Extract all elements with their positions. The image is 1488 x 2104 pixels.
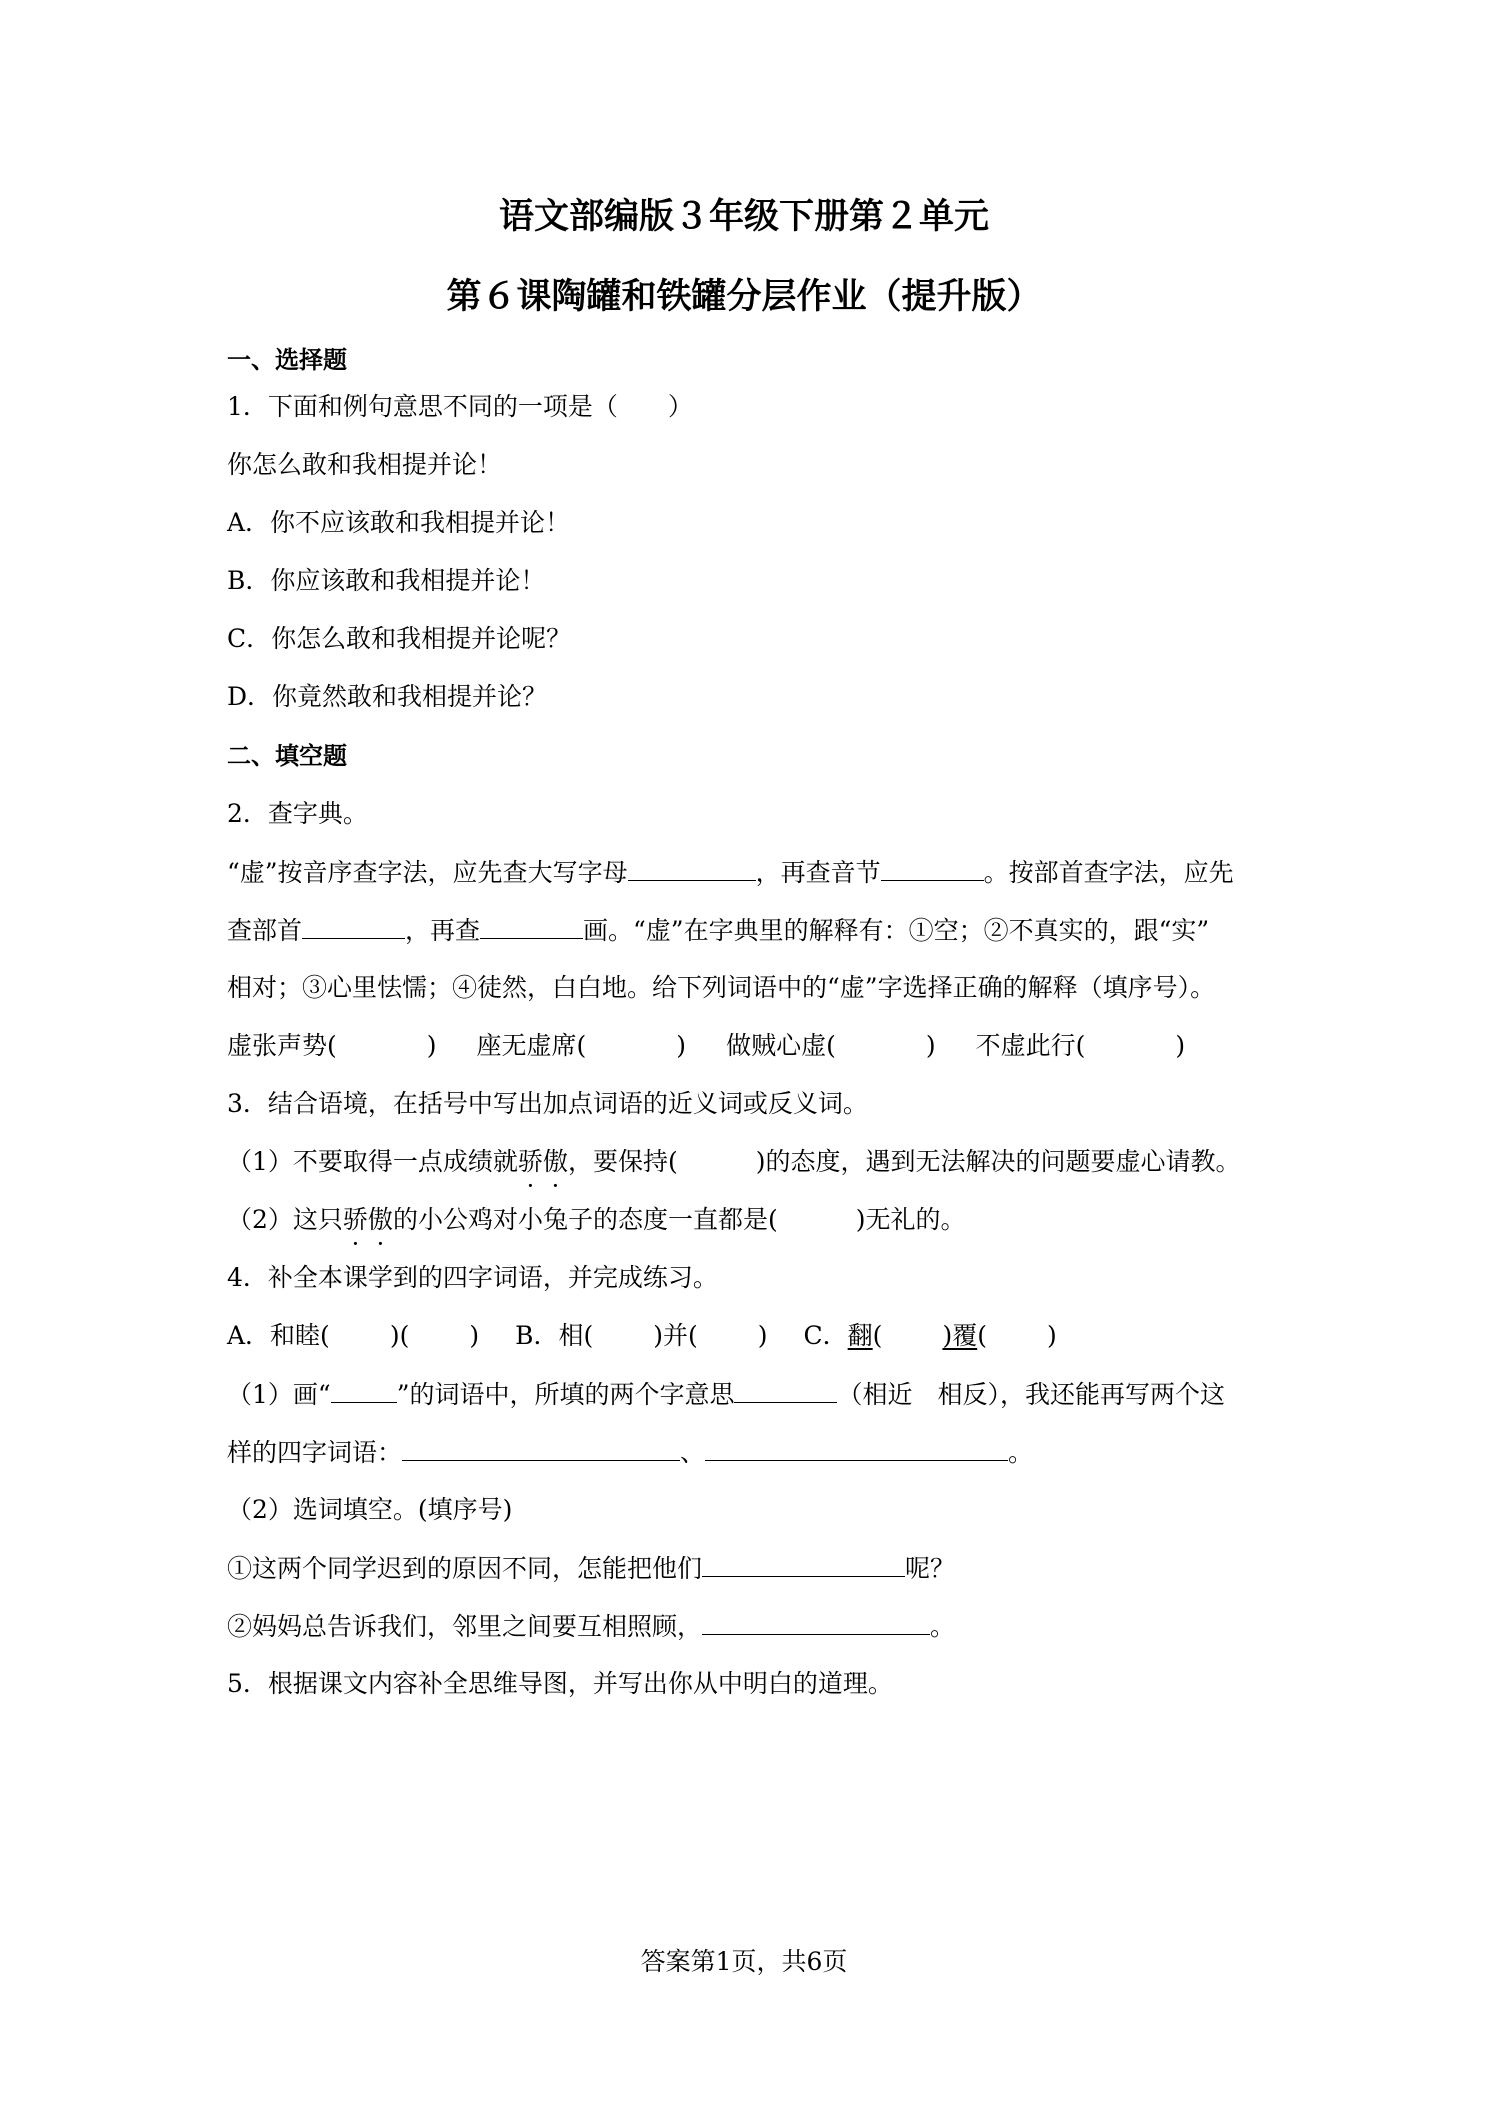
blank-capital-letter[interactable] xyxy=(628,855,756,881)
question-1-stem: 1．下面和例句意思不同的一项是（ ） xyxy=(227,392,693,421)
question-4-sub-1-line-1: （1）画“ ”的词语中，所填的两个字意思 （相近 相反），我还能再写两个这 xyxy=(227,1377,1225,1412)
section-heading-fill: 二、填空题 xyxy=(227,742,347,770)
emphasis-dot-char: 骄 xyxy=(517,1147,543,1176)
blank-fill-2[interactable] xyxy=(702,1609,930,1635)
document-title-line-2: 第６课陶罐和铁罐分层作业（提升版） xyxy=(446,277,1042,317)
page-footer: 答案第1页，共6页 xyxy=(640,1947,848,1976)
question-4-sub-2-item-1: ①这两个同学迟到的原因不同，怎能把他们 呢？ xyxy=(227,1551,955,1586)
question-1-example: 你怎么敢和我相提并论！ xyxy=(227,450,503,479)
word-2: 座无虚席( xyxy=(476,1031,587,1060)
question-1-option-a: A．你不应该敢和我相提并论！ xyxy=(227,508,571,537)
blank-idiom-2[interactable] xyxy=(705,1435,1008,1461)
question-2-stem: 2．查字典。 xyxy=(227,799,368,828)
question-1-option-d: D．你竟然敢和我相提并论？ xyxy=(227,682,548,711)
blank-idiom-1[interactable] xyxy=(402,1435,680,1461)
document-title-line-1: 语文部编版３年级下册第２单元 xyxy=(498,197,989,237)
underline-sample xyxy=(331,1377,397,1403)
question-2-paragraph-line-2: 查部首 ，再查 画。“虚”在字典里的解释有：①空；②不真实的，跟“实” xyxy=(227,913,1209,948)
question-3-sentence-2: （2）这只骄傲的小公鸡对小兔子的态度一直都是( )无礼的。 xyxy=(227,1205,966,1234)
question-2-paragraph-line-1: “虚”按音序查字法，应先查大写字母 ，再查音节 。按部首查字法，应先 xyxy=(227,855,1234,890)
word-3: 做贼心虚( xyxy=(726,1031,836,1060)
blank-radical[interactable] xyxy=(302,913,405,939)
blank-meaning[interactable] xyxy=(734,1377,837,1403)
question-4-options: A．和睦( )( ) B．相( )并( ) C．翻( )覆( ) xyxy=(227,1321,1057,1350)
question-4-sub-1-line-2: 样的四字词语： 、 。 xyxy=(227,1435,1033,1470)
question-1-option-b: B．你应该敢和我相提并论！ xyxy=(227,566,546,595)
question-1-option-c: C．你怎么敢和我相提并论呢？ xyxy=(227,624,572,653)
emphasis-dot-char: 傲 xyxy=(367,1205,393,1234)
word-4: 不虚此行( xyxy=(975,1031,1086,1060)
blank-syllable[interactable] xyxy=(881,855,984,881)
question-4-sub-2-item-2: ②妈妈总告诉我们，邻里之间要互相照顾， 。 xyxy=(227,1609,955,1644)
question-4-stem: 4．补全本课学到的四字词语，并完成练习。 xyxy=(227,1263,718,1292)
question-3-sentence-1: （1）不要取得一点成绩就骄傲，要保持( )的态度，遇到无法解决的问题要虚心请教。 xyxy=(227,1147,1241,1176)
word-1: 虚张声势( xyxy=(227,1031,337,1060)
section-heading-choice: 一、选择题 xyxy=(227,346,347,374)
emphasis-dot-char: 傲 xyxy=(542,1147,568,1176)
question-2-word-list: 虚张声势( ) 座无虚席( ) 做贼心虚( ) 不虚此行( ) xyxy=(227,1031,1186,1060)
question-5-stem: 5．根据课文内容补全思维导图，并写出你从中明白的道理。 xyxy=(227,1669,893,1698)
emphasis-dot-char: 骄 xyxy=(342,1205,368,1234)
question-3-stem: 3．结合语境，在括号中写出加点词语的近义词或反义词。 xyxy=(227,1089,868,1118)
question-2-paragraph-line-3: 相对；③心里怯懦；④徒然，白白地。给下列词语中的“虚”字选择正确的解释（填序号）。 xyxy=(227,973,1216,1002)
blank-stroke-count[interactable] xyxy=(480,913,583,939)
blank-fill-1[interactable] xyxy=(702,1551,905,1577)
question-4-sub-2: （2）选词填空。(填序号) xyxy=(227,1495,513,1524)
